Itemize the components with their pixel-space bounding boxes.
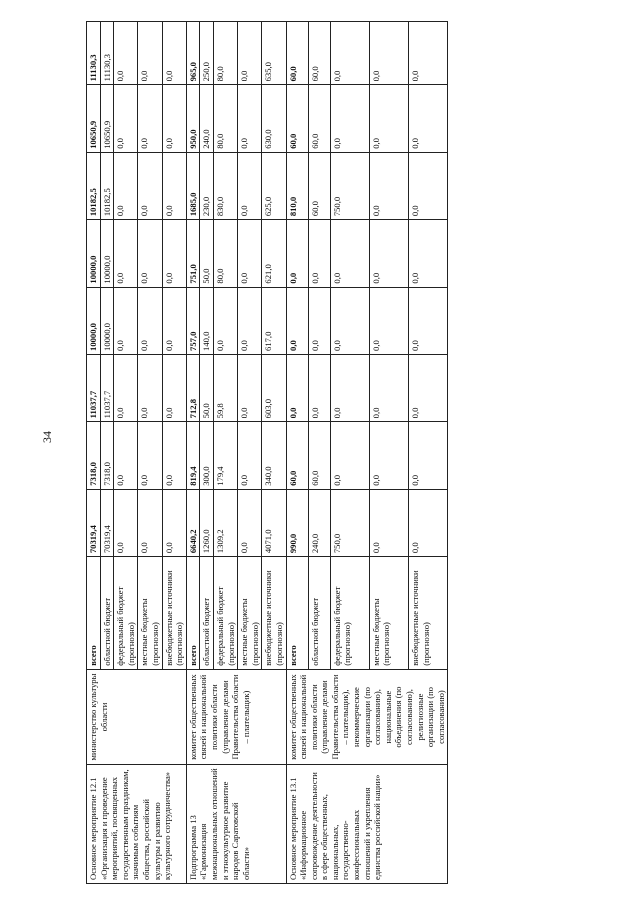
amount-cell-total: 240,0 bbox=[308, 489, 330, 556]
amount-cell-y2: 0,0 bbox=[308, 354, 330, 421]
amount-cell-y2: 11037,7 bbox=[87, 354, 101, 421]
amount-cell-y3: 0,0 bbox=[114, 287, 138, 354]
amount-cell-y3: 0,0 bbox=[238, 287, 262, 354]
amount-cell-total: 6640,2 bbox=[186, 489, 200, 556]
amount-cell-y2: 11037,7 bbox=[100, 354, 114, 421]
amount-cell-y4: 50,0 bbox=[200, 220, 214, 287]
amount-cell-total: 0,0 bbox=[114, 489, 138, 556]
amount-cell-y7: 60,0 bbox=[286, 22, 308, 85]
amount-cell-y3: 0,0 bbox=[213, 287, 237, 354]
amount-cell-y7: 0,0 bbox=[162, 22, 186, 85]
amount-cell-y4: 621,0 bbox=[262, 220, 286, 287]
amount-cell-y7: 11130,3 bbox=[100, 22, 114, 85]
amount-cell-y3: 0,0 bbox=[138, 287, 162, 354]
amount-cell-y7: 80,0 bbox=[213, 22, 237, 85]
amount-cell-y7: 11130,3 bbox=[87, 22, 101, 85]
amount-cell-y1: 0,0 bbox=[409, 422, 448, 489]
amount-cell-y1: 7318,0 bbox=[87, 422, 101, 489]
amount-cell-y5: 810,0 bbox=[286, 152, 308, 219]
amount-cell-y4: 10000,0 bbox=[100, 220, 114, 287]
amount-cell-y4: 0,0 bbox=[238, 220, 262, 287]
activity-name-cell: Подпрограмма 13 «Гармонизация межнациональных отношений и этнокультурное развитие народов Саратовской области» bbox=[186, 765, 286, 884]
amount-cell-y2: 0,0 bbox=[409, 354, 448, 421]
amount-cell-y7: 0,0 bbox=[238, 22, 262, 85]
amount-cell-y1: 0,0 bbox=[162, 422, 186, 489]
table-body bbox=[87, 22, 448, 884]
amount-cell-y7: 0,0 bbox=[330, 22, 369, 85]
amount-cell-y2: 0,0 bbox=[369, 354, 408, 421]
amount-cell-y2: 603,0 bbox=[262, 354, 286, 421]
amount-cell-total: 0,0 bbox=[409, 489, 448, 556]
amount-cell-total: 990,0 bbox=[286, 489, 308, 556]
amount-cell-y3: 10000,0 bbox=[100, 287, 114, 354]
executor-cell: комитет общественных связей и национальной политики области (управление делами Правительства области – плательщик) bbox=[186, 669, 286, 765]
amount-cell-total: 4071,0 bbox=[262, 489, 286, 556]
amount-cell-y4: 751,0 bbox=[186, 220, 200, 287]
funding-source-cell: федеральный бюджет (прогнозно) bbox=[330, 557, 369, 670]
amount-cell-y4: 0,0 bbox=[369, 220, 408, 287]
amount-cell-y2: 59,8 bbox=[213, 354, 237, 421]
amount-cell-y2: 0,0 bbox=[162, 354, 186, 421]
amount-cell-y2: 0,0 bbox=[114, 354, 138, 421]
amount-cell-y5: 230,0 bbox=[200, 152, 214, 219]
table-row bbox=[186, 22, 200, 884]
amount-cell-total: 70319,4 bbox=[87, 489, 101, 556]
rotated-table-sheet bbox=[86, 21, 606, 884]
amount-cell-y1: 0,0 bbox=[138, 422, 162, 489]
amount-cell-total: 1260,0 bbox=[200, 489, 214, 556]
amount-cell-y6: 0,0 bbox=[138, 85, 162, 152]
amount-cell-y5: 0,0 bbox=[138, 152, 162, 219]
funding-source-cell: областной бюджет bbox=[200, 557, 214, 670]
amount-cell-y6: 60,0 bbox=[286, 85, 308, 152]
amount-cell-y1: 7318,0 bbox=[100, 422, 114, 489]
amount-cell-y7: 965,0 bbox=[186, 22, 200, 85]
amount-cell-y1: 300,0 bbox=[200, 422, 214, 489]
amount-cell-y7: 635,0 bbox=[262, 22, 286, 85]
funding-source-cell: местные бюджеты (прогнозно) bbox=[138, 557, 162, 670]
funding-source-cell: всего bbox=[87, 557, 101, 670]
funding-source-cell: федеральный бюджет (прогнозно) bbox=[114, 557, 138, 670]
amount-cell-y6: 950,0 bbox=[186, 85, 200, 152]
amount-cell-y2: 50,0 bbox=[200, 354, 214, 421]
table-row bbox=[87, 22, 101, 884]
amount-cell-y5: 0,0 bbox=[114, 152, 138, 219]
activity-name-cell: Основное мероприятие 12.1 «Организация и проведение мероприятий, посвященных государственным праздникам, значимым событиям общества, российской культуры и развитию культурного сотрудничества» bbox=[87, 765, 187, 884]
funding-source-cell: внебюджетные источники (прогнозно) bbox=[162, 557, 186, 670]
amount-cell-y6: 0,0 bbox=[114, 85, 138, 152]
amount-cell-y6: 10650,9 bbox=[87, 85, 101, 152]
funding-source-cell: областной бюджет bbox=[308, 557, 330, 670]
funding-source-cell: всего bbox=[186, 557, 200, 670]
amount-cell-total: 750,0 bbox=[330, 489, 369, 556]
funding-source-cell: внебюджетные источники (прогнозно) bbox=[409, 557, 448, 670]
amount-cell-y2: 0,0 bbox=[138, 354, 162, 421]
amount-cell-y7: 250,0 bbox=[200, 22, 214, 85]
amount-cell-y3: 0,0 bbox=[409, 287, 448, 354]
amount-cell-y7: 0,0 bbox=[409, 22, 448, 85]
amount-cell-y3: 0,0 bbox=[330, 287, 369, 354]
amount-cell-y1: 60,0 bbox=[308, 422, 330, 489]
amount-cell-total: 0,0 bbox=[369, 489, 408, 556]
amount-cell-y3: 140,0 bbox=[200, 287, 214, 354]
amount-cell-y2: 0,0 bbox=[238, 354, 262, 421]
amount-cell-y1: 179,4 bbox=[213, 422, 237, 489]
funding-source-cell: местные бюджеты (прогнозно) bbox=[369, 557, 408, 670]
amount-cell-y7: 0,0 bbox=[138, 22, 162, 85]
amount-cell-y7: 60,0 bbox=[308, 22, 330, 85]
amount-cell-y5: 0,0 bbox=[409, 152, 448, 219]
funding-source-cell: областной бюджет bbox=[100, 557, 114, 670]
amount-cell-y3: 0,0 bbox=[369, 287, 408, 354]
page-number: 34 bbox=[40, 431, 54, 443]
amount-cell-y3: 10000,0 bbox=[87, 287, 101, 354]
funding-source-cell: федеральный бюджет (прогнозно) bbox=[213, 557, 237, 670]
amount-cell-y3: 0,0 bbox=[162, 287, 186, 354]
executor-cell: комитет общественных связей и национальной политики области (управление делами Правительства области – плательщик), некоммерческие организации (по согласованию), национальные объединения (по согласованию), религиозные организации (по согласованию) bbox=[286, 669, 448, 765]
amount-cell-y2: 0,0 bbox=[286, 354, 308, 421]
amount-cell-y1: 0,0 bbox=[114, 422, 138, 489]
amount-cell-y4: 0,0 bbox=[308, 220, 330, 287]
amount-cell-y6: 80,0 bbox=[213, 85, 237, 152]
amount-cell-y6: 0,0 bbox=[369, 85, 408, 152]
amount-cell-y1: 60,0 bbox=[286, 422, 308, 489]
amount-cell-y4: 0,0 bbox=[162, 220, 186, 287]
amount-cell-y1: 340,0 bbox=[262, 422, 286, 489]
amount-cell-y7: 0,0 bbox=[114, 22, 138, 85]
amount-cell-y4: 0,0 bbox=[286, 220, 308, 287]
amount-cell-y4: 0,0 bbox=[138, 220, 162, 287]
funding-source-cell: местные бюджеты (прогнозно) bbox=[238, 557, 262, 670]
amount-cell-y5: 10182,5 bbox=[87, 152, 101, 219]
funding-table bbox=[86, 21, 448, 884]
amount-cell-y6: 240,0 bbox=[200, 85, 214, 152]
amount-cell-y2: 0,0 bbox=[330, 354, 369, 421]
funding-source-cell: внебюджетные источники (прогнозно) bbox=[262, 557, 286, 670]
amount-cell-y5: 1685,0 bbox=[186, 152, 200, 219]
amount-cell-y6: 0,0 bbox=[162, 85, 186, 152]
activity-name-cell: Основное мероприятие 13.1 «Информационное сопровождение деятельности в сфере общественных, национальных, государственно-конфессиональных отношений и укрепления единства российской нации» bbox=[286, 765, 448, 884]
amount-cell-y6: 60,0 bbox=[308, 85, 330, 152]
amount-cell-y5: 750,0 bbox=[330, 152, 369, 219]
amount-cell-y3: 757,0 bbox=[186, 287, 200, 354]
amount-cell-y1: 819,4 bbox=[186, 422, 200, 489]
amount-cell-y5: 0,0 bbox=[369, 152, 408, 219]
executor-cell: министерство культуры области bbox=[87, 669, 187, 765]
table-row bbox=[286, 22, 308, 884]
amount-cell-y3: 0,0 bbox=[286, 287, 308, 354]
amount-cell-y4: 0,0 bbox=[114, 220, 138, 287]
amount-cell-y5: 60,0 bbox=[308, 152, 330, 219]
amount-cell-y3: 617,0 bbox=[262, 287, 286, 354]
amount-cell-y4: 0,0 bbox=[330, 220, 369, 287]
amount-cell-y3: 0,0 bbox=[308, 287, 330, 354]
amount-cell-y1: 0,0 bbox=[330, 422, 369, 489]
amount-cell-y5: 0,0 bbox=[162, 152, 186, 219]
amount-cell-y5: 625,0 bbox=[262, 152, 286, 219]
amount-cell-y6: 0,0 bbox=[238, 85, 262, 152]
amount-cell-y5: 830,0 bbox=[213, 152, 237, 219]
amount-cell-total: 70319,4 bbox=[100, 489, 114, 556]
amount-cell-total: 0,0 bbox=[138, 489, 162, 556]
amount-cell-total: 1309,2 bbox=[213, 489, 237, 556]
amount-cell-y2: 712,8 bbox=[186, 354, 200, 421]
amount-cell-y6: 630,0 bbox=[262, 85, 286, 152]
amount-cell-y5: 10182,5 bbox=[100, 152, 114, 219]
amount-cell-y4: 80,0 bbox=[213, 220, 237, 287]
funding-source-cell: всего bbox=[286, 557, 308, 670]
amount-cell-y6: 0,0 bbox=[409, 85, 448, 152]
amount-cell-y6: 0,0 bbox=[330, 85, 369, 152]
amount-cell-y4: 10000,0 bbox=[87, 220, 101, 287]
amount-cell-y1: 0,0 bbox=[238, 422, 262, 489]
amount-cell-y7: 0,0 bbox=[369, 22, 408, 85]
amount-cell-y4: 0,0 bbox=[409, 220, 448, 287]
amount-cell-total: 0,0 bbox=[162, 489, 186, 556]
amount-cell-total: 0,0 bbox=[238, 489, 262, 556]
amount-cell-y5: 0,0 bbox=[238, 152, 262, 219]
amount-cell-y6: 10650,9 bbox=[100, 85, 114, 152]
amount-cell-y1: 0,0 bbox=[369, 422, 408, 489]
